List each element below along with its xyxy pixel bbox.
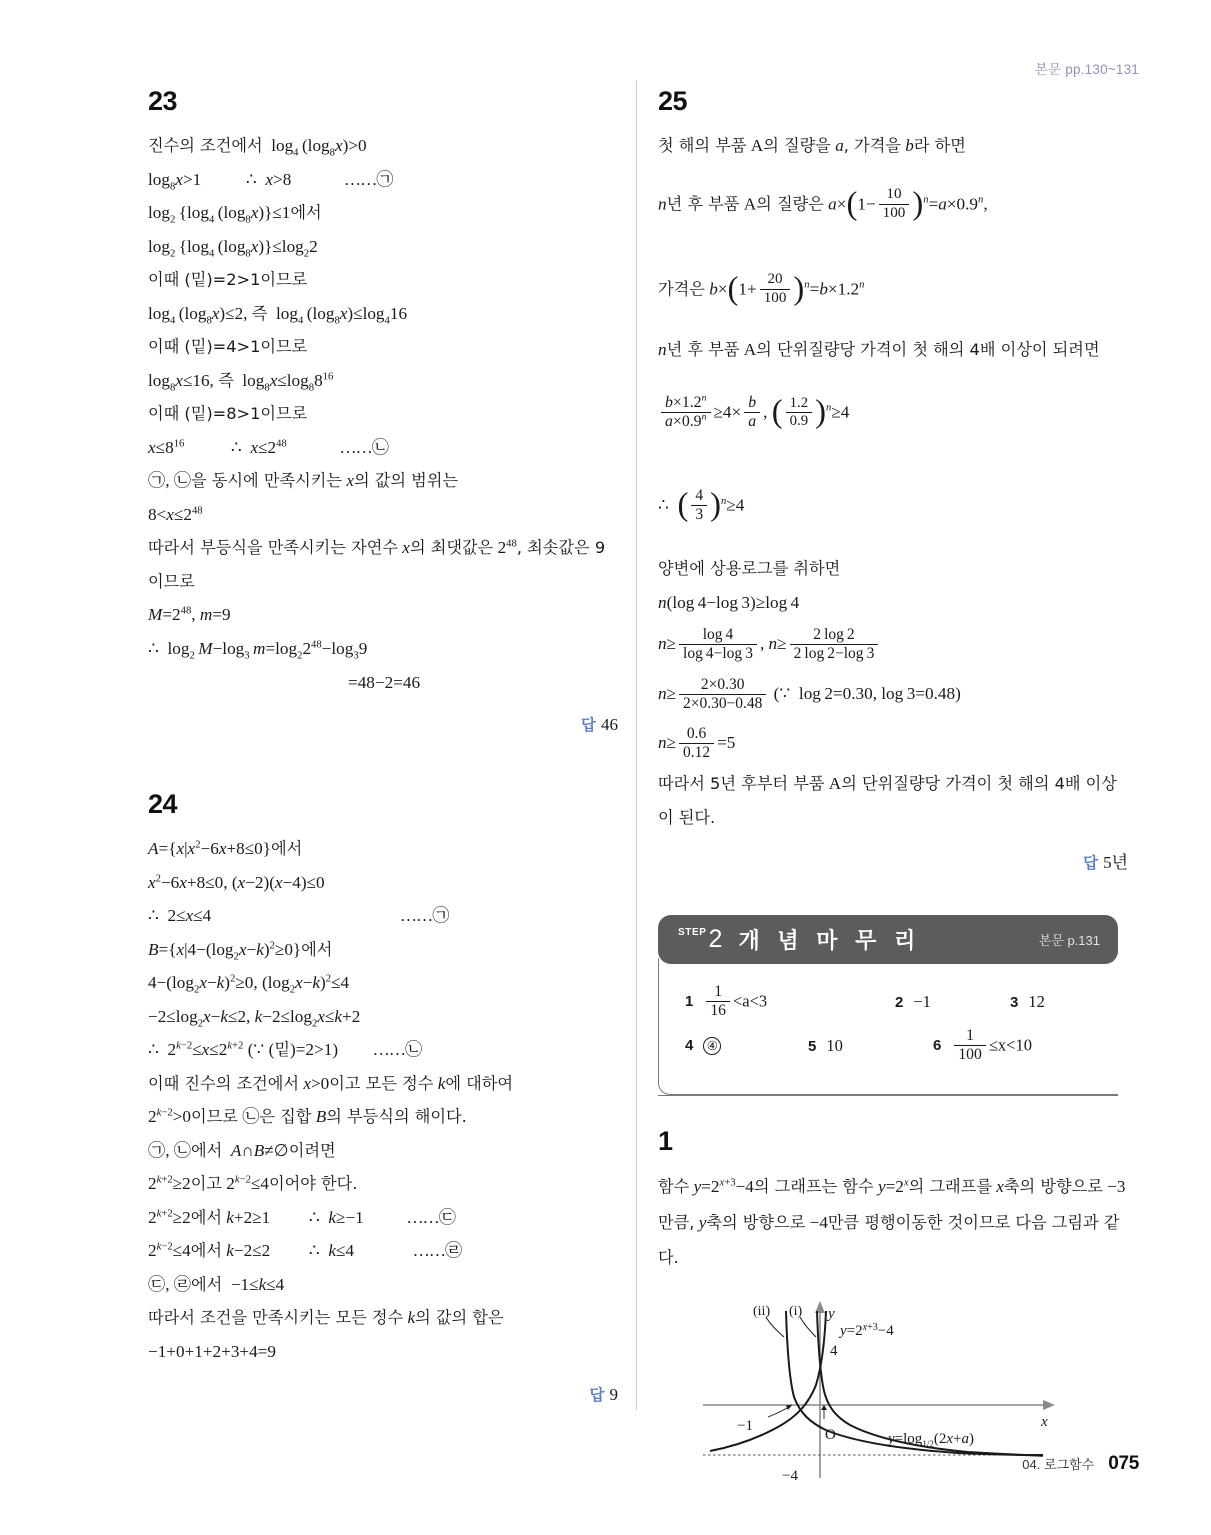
answer-item-3 (1010, 992, 1045, 1012)
answer-value: 10 (826, 1036, 843, 1056)
answer-value: $\frac{1}{16}$ <a<3 (703, 984, 767, 1021)
solution-line: ∴ 2≤x≤4 ……㉠ (148, 906, 450, 926)
problem-number: 23 (148, 86, 178, 116)
solution-line: $2^{k+2}\ge 2$에서 k+2≥1 ∴ k≥−1 ……㉢ (148, 1207, 456, 1227)
step-title: 개 념 마 무 리 (738, 929, 921, 955)
solution-line: 이때 (밑)=4>1이므로 (148, 337, 308, 357)
label-curve-exp: $y=2^x+3-4$ (840, 1322, 894, 1340)
answer-line (658, 848, 1128, 873)
solution-line: 이때 진수의 조건에서 x>0이고 모든 정수 k에 대하여 (148, 1073, 514, 1093)
answer-index: 3 (1010, 994, 1019, 1012)
answer-item-4 (685, 1037, 808, 1055)
answer-item-1 (685, 984, 895, 1021)
tick-label-x-neg1: −1 (737, 1418, 753, 1435)
solution-line: ㉠, ㉡에서 A∩B≠∅이려면 (148, 1140, 336, 1160)
answer-index: 5 (808, 1038, 817, 1056)
item-1 (658, 1128, 1128, 1493)
solution-line: $\log_8x\le 16$, 즉 $\log_8x\le\log_88^{16}$ (148, 370, 334, 394)
solution-line: =48−2=46 (348, 672, 421, 692)
label-x-axis: x (1041, 1414, 1048, 1431)
solution-line: 따라서 5년 후부터 부품 A의 단위질량당 가격이 첫 해의 4배 이상이 된다. (658, 774, 1117, 827)
problem-number: 24 (148, 789, 178, 820)
solution-line: 양변에 상용로그를 취하면 (658, 559, 841, 579)
column-divider (636, 80, 637, 1410)
leader-neg1-arrow (786, 1405, 792, 1410)
answer-label: 답 (1083, 854, 1099, 873)
solution-line: $4-(\log_2x-k)^2\ge 0$, $(\log_2x-k)^2\le 4$ (148, 973, 350, 996)
answer-value: $\frac{1}{100}$ ≤x<10 (951, 1028, 1032, 1065)
answer-value: 9 (609, 1384, 618, 1404)
solution-line: $\log_8x>1$ ∴ x>8 ……㉠ (148, 169, 394, 192)
problem-24 (148, 791, 618, 1405)
solution-line: ∴ ( $\frac{4}{3}$ )$^n$≥4 (658, 486, 745, 524)
solution-line: 진수의 조건에서 $\log_4 (\log_8x)>0$ (148, 136, 367, 159)
label-y-axis: y (828, 1306, 835, 1323)
answer-line (148, 1383, 618, 1405)
solution-line: $\log_4 (\log_8x)\le 2$, 즉 $\log_4 (\log_8x)\le\log_416$ (148, 303, 408, 327)
answer-value: 12 (1028, 992, 1045, 1012)
step-source: 본문 p.131 (1038, 933, 1100, 949)
solution-line: ∴ $\log_2 M-\log_3$ $m=\log_22^{48}-\log_39$ (148, 638, 368, 662)
answer-item-6 (933, 1028, 1032, 1065)
solution-line: $2^{k-2}>0$이므로 ㉡은 집합 B의 부등식의 해이다. (148, 1107, 467, 1127)
left-column (148, 88, 618, 1405)
page-footer (1022, 1453, 1139, 1475)
solution-line: $2^{k+2}\ge 2$이고 $2^{k-2}\le 4$이어야 한다. (148, 1174, 358, 1194)
solution-line: $A=\{x|x^2-6x+8\le 0\}$에서 (148, 839, 303, 859)
problem-number: 25 (658, 86, 688, 116)
solution-line: 가격은 b×(1+ $\frac{20}{100}$ )$^n=b\times 1.2^n$ (658, 270, 865, 307)
solution-line: $M=2^{48}$, m=9 (148, 605, 231, 625)
leader-ii (766, 1317, 784, 1337)
solution-line: n년 후 부품 A의 질량은 a×(1− $\frac{10}{100}$ )$^n=a\times 0.9^n$, (658, 185, 988, 222)
solution-line: n≥ $\frac{\log 4}{\log 4-\log 3}$ , n≥ $\frac{2 \log 2}{2 \log 2-\log 3}$ (658, 619, 1128, 669)
answer-row (685, 1024, 1118, 1068)
step-label: STEP (678, 927, 707, 939)
solution-line: −1+0+1+2+3+4=9 (148, 1342, 277, 1361)
solution-line: $x^2-6x+8\le 0$, (x−2)(x−4)≤0 (148, 872, 325, 892)
step-number: 2 (708, 925, 723, 954)
label-i: (i) (789, 1304, 803, 1320)
label-origin: O (825, 1427, 836, 1444)
solution-line: $-2\le\log_2x-k\le 2$, $k-2\le\log_2x\le k+2$ (148, 1006, 361, 1030)
answer-index: 4 (685, 1037, 694, 1055)
solution-line: n년 후 부품 A의 단위질량당 가격이 첫 해의 4배 이상이 되려면 (658, 339, 1100, 359)
solution-line: $\log_2 \{\log_4$ $(\log_8x)\}\le\log_22$ (148, 236, 318, 260)
curve-log (710, 1311, 826, 1451)
solution-line: ∴ $2^{k-2}\le x\le 2^{k+2}$ (∵ (밑)=2>1) ……㉡ (148, 1040, 423, 1060)
solution-line: $\frac{b\times 1.2^n}{a\times 0.9^n}$ ≥4× $\frac{b}{a}$ , ( $\frac{1.2}{0.9}$ )$^n$≥4 (658, 366, 1128, 461)
step2-header-bar (658, 915, 1118, 964)
footer-page-number: 075 (1108, 1453, 1139, 1474)
step2-section (658, 915, 1118, 1096)
leader-i (800, 1317, 816, 1337)
solution-line: $8<x\le 2^{48}$ (148, 504, 203, 524)
label-ii: (ii) (753, 1304, 771, 1320)
solution-line: 이때 (밑)=8>1이므로 (148, 404, 308, 424)
answer-index: 6 (933, 1037, 942, 1055)
solution-line: 이때 (밑)=2>1이므로 (148, 270, 308, 290)
answer-row (685, 980, 1118, 1024)
answer-label: 답 (581, 716, 596, 735)
footer-chapter-text: 04. 로그함수 (1022, 1457, 1095, 1472)
section-rule (658, 1095, 1118, 1096)
solution-line: $x\le 8^{16}$ ∴ $x\le 2^{48}$ ……㉡ (148, 437, 389, 457)
solution-line: n(log 4−log 3)≥log 4 (658, 592, 800, 612)
running-header (1035, 58, 1139, 78)
step2-answer-box (658, 958, 1118, 1095)
answer-value: −1 (913, 992, 931, 1012)
solution-line: ㉢, ㉣에서 −1≤k≤4 (148, 1274, 285, 1294)
solution-line: $2^{k-2}\le 4$에서 k−2≤2 ∴ k≤4 ……㉣ (148, 1241, 463, 1261)
solution-line: 따라서 조건을 만족시키는 모든 정수 k의 값의 합은 (148, 1308, 504, 1328)
answer-label: 답 (589, 1385, 605, 1404)
solution-line: $B=\{x|4-(\log_2x-k)^2\ge 0\}$에서 (148, 939, 333, 963)
tick-label-y-neg4: −4 (782, 1468, 798, 1485)
answer-line (148, 713, 618, 735)
tick-label-y-4: 4 (830, 1343, 838, 1360)
solution-line: n≥ $\frac{0.6}{0.12}$ =5 (658, 724, 736, 761)
item-text: 함수 $y=2^{x+3}-4$의 그래프는 함수 $y=2^x$의 그래프를 x축의 방향으로 −3만큼, y축의 방향으로 −4만큼 평행이동한 것이므로 다음 그림과 같다. (658, 1177, 1126, 1267)
problem-23 (148, 88, 618, 735)
solution-line: ㉠, ㉡을 동시에 만족시키는 x의 값의 범위는 (148, 471, 459, 491)
right-column (658, 88, 1128, 1493)
header-source-text: 본문 pp.130~131 (1034, 62, 1139, 77)
answer-item-2 (895, 992, 1010, 1012)
answer-index: 1 (685, 993, 694, 1011)
answer-value: 46 (601, 715, 618, 735)
answer-item-5 (808, 1036, 933, 1056)
label-curve-log: $y=\log_{1/2}(2x+a)$ (888, 1431, 974, 1450)
solution-line: n≥ $\frac{2\times 0.30}{2\times 0.30-0.48}$ (∵ log 2=0.30, log 3=0.48) (658, 676, 961, 712)
item-number: 1 (658, 1126, 673, 1157)
solution-line: 첫 해의 부품 A의 질량을 a, 가격을 b라 하면 (658, 136, 966, 155)
solution-line: 따라서 부등식을 만족시키는 자연수 x의 최댓값은 $2^{48}$, 최솟값은 9이므로 (148, 538, 606, 591)
problem-25 (658, 88, 1128, 873)
answer-value: 5년 (1103, 853, 1128, 873)
solution-line: $\log_2 \{\log_4$ $(\log_8x)\}\le 1$에서 (148, 203, 322, 226)
answer-value: ④ (703, 1037, 721, 1055)
x-axis-arrow (1043, 1400, 1055, 1410)
answer-index: 2 (895, 994, 904, 1012)
